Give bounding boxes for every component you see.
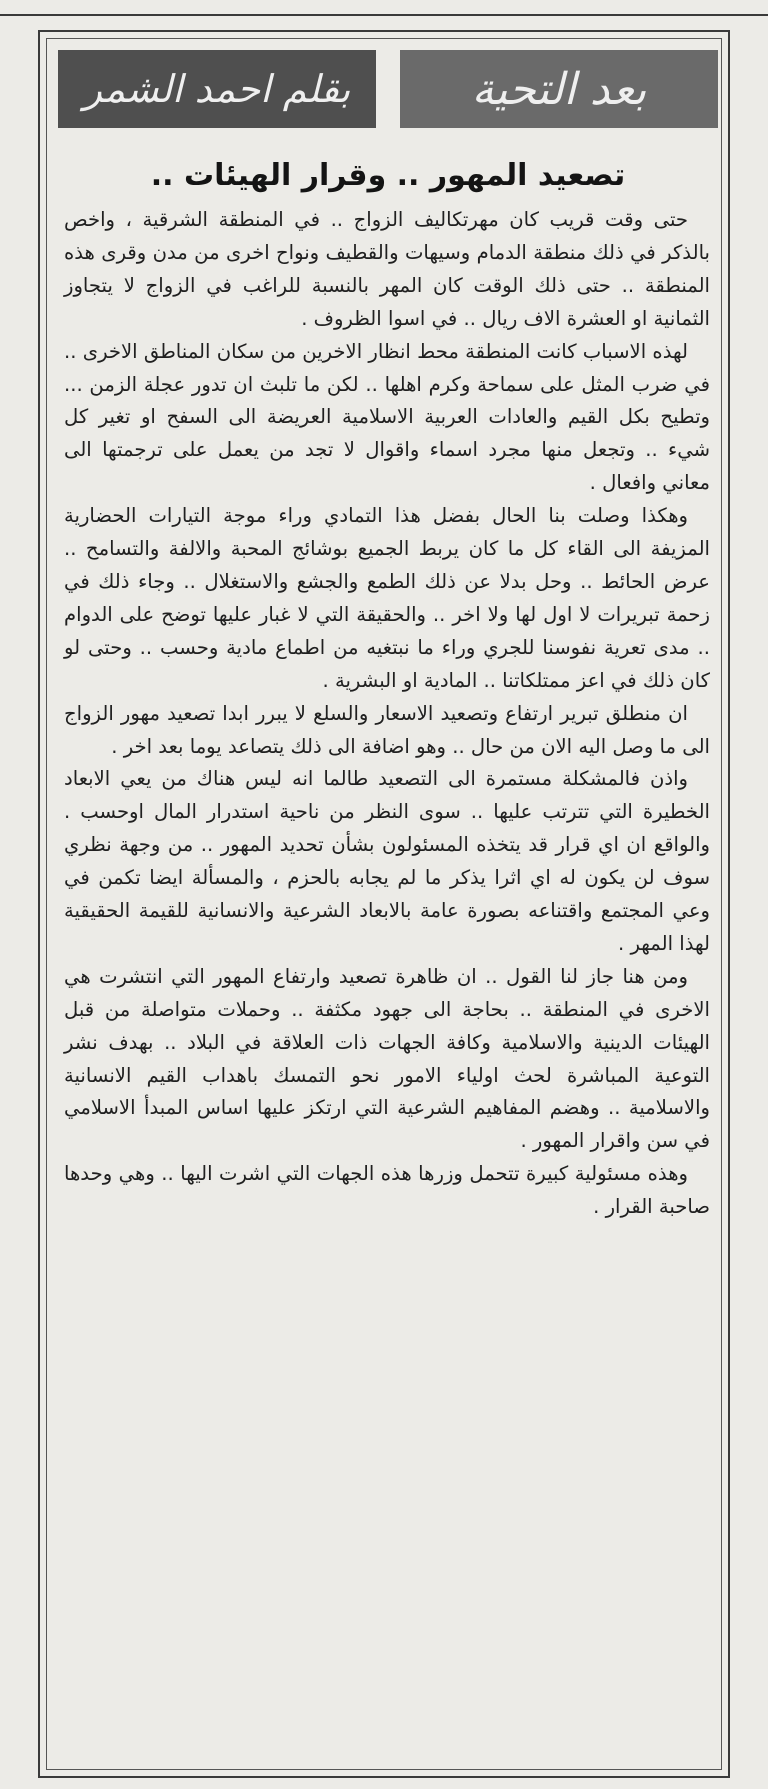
banner-row [58, 50, 718, 128]
top-rule [0, 14, 768, 16]
paragraph: لهذه الاسباب كانت المنطقة محط انظار الاخرين من سكان المناطق الاخرى .. في ضرب المثل على سماحة وكرم اهلها .. لكن ما تلبث ان تدور عجلة الزمن ... وتطيح بكل القيم والعادات العربية الاسلامية العريضة الى السفح او تغير كل شيء .. وتجعل منها مجرد اسماء واقوال لا تجد من يعمل على ترجمتها الى معاني وافعال . [64, 339, 710, 495]
paragraph: وهذه مسئولية كبيرة تتحمل وزرها هذه الجهات التي اشرت اليها .. وهي وحدها صاحبة القرار . [64, 1162, 710, 1219]
paragraph: واذن فالمشكلة مستمرة الى التصعيد طالما انه ليس هناك من يعي الابعاد الخطيرة التي تترتب عليها .. سوى النظر من ناحية استدرار المال اوحسب . والواقع ان اي قرار قد يتخذه المسئولون بشأن تحديد المهور .. من وجهة نظري سوف لن يكون له اي اثرا يذكر ما لم يجابه بالحزم ، والمسألة ايضا تكمن في وعي المجتمع واقتناعه بصورة عامة بالابعاد الشرعية والانسانية للقيمة الحقيقية لهذا المهر . [64, 767, 710, 955]
paragraph: ومن هنا جاز لنا القول .. ان ظاهرة تصعيد وارتفاع المهور التي انتشرت هي الاخرى في المنطقة .. بحاجة الى جهود مكثفة .. وحملات متواصلة من قبل الهيئات الدينية والاسلامية وكافة الجهات ذات العلاقة في البلاد .. بهدف نشر التوعية المباشرة لحث اولياء الامور نحو التمسك باهداب القيم الانسانية والاسلامية .. وهضم المفاهيم الشرعية التي ارتكز عليها اساس المبدأ الاسلامي في سن واقرار المهور . [64, 964, 710, 1153]
author-banner: بقلم احمد الشمر [58, 50, 376, 128]
headline: تصعيد المهور .. وقرار الهيئات .. [150, 158, 626, 193]
column-title-banner: بعد التحية [400, 50, 718, 128]
article-body [64, 204, 710, 1224]
paragraph: ان منطلق تبرير ارتفاع وتصعيد الاسعار والسلع لا يبرر ابدا تصعيد مهور الزواج الى ما وصل اليه الان من حال .. وهو اضافة الى ذلك يتصاعد يوما بعد اخر . [64, 701, 710, 758]
paragraph: حتى وقت قريب كان مهرتكاليف الزواج .. في المنطقة الشرقية ، واخص بالذكر في ذلك منطقة الدمام وسيهات والقطيف ونواح اخرى من مدن وقرى هذه المنطقة .. حتى ذلك الوقت كان المهر بالنسبة للراغب في الزواج لا يتجاوز الثمانية او العشرة الاف ريال .. في اسوا الظروف . [64, 208, 710, 330]
paragraph: وهكذا وصلت بنا الحال بفضل هذا التمادي وراء موجة التيارات الحضارية المزيفة الى القاء كل ما كان يربط الجميع بوشائج المحبة والالفة والتسامح .. عرض الحائط .. وحل بدلا عن ذلك الطمع والجشع والاستغلال .. وجاء ذلك في زحمة تبريرات لا اول لها ولا اخر .. والحقيقة التي لا غبار عليها توضح على الدوام .. مدى تعرية نفوسنا للجري وراء ما نبتغيه من اطماع مادية وحسب .. وحتى لو كان ذلك في اعز ممتلكاتنا .. المادية او البشرية . [64, 504, 710, 692]
